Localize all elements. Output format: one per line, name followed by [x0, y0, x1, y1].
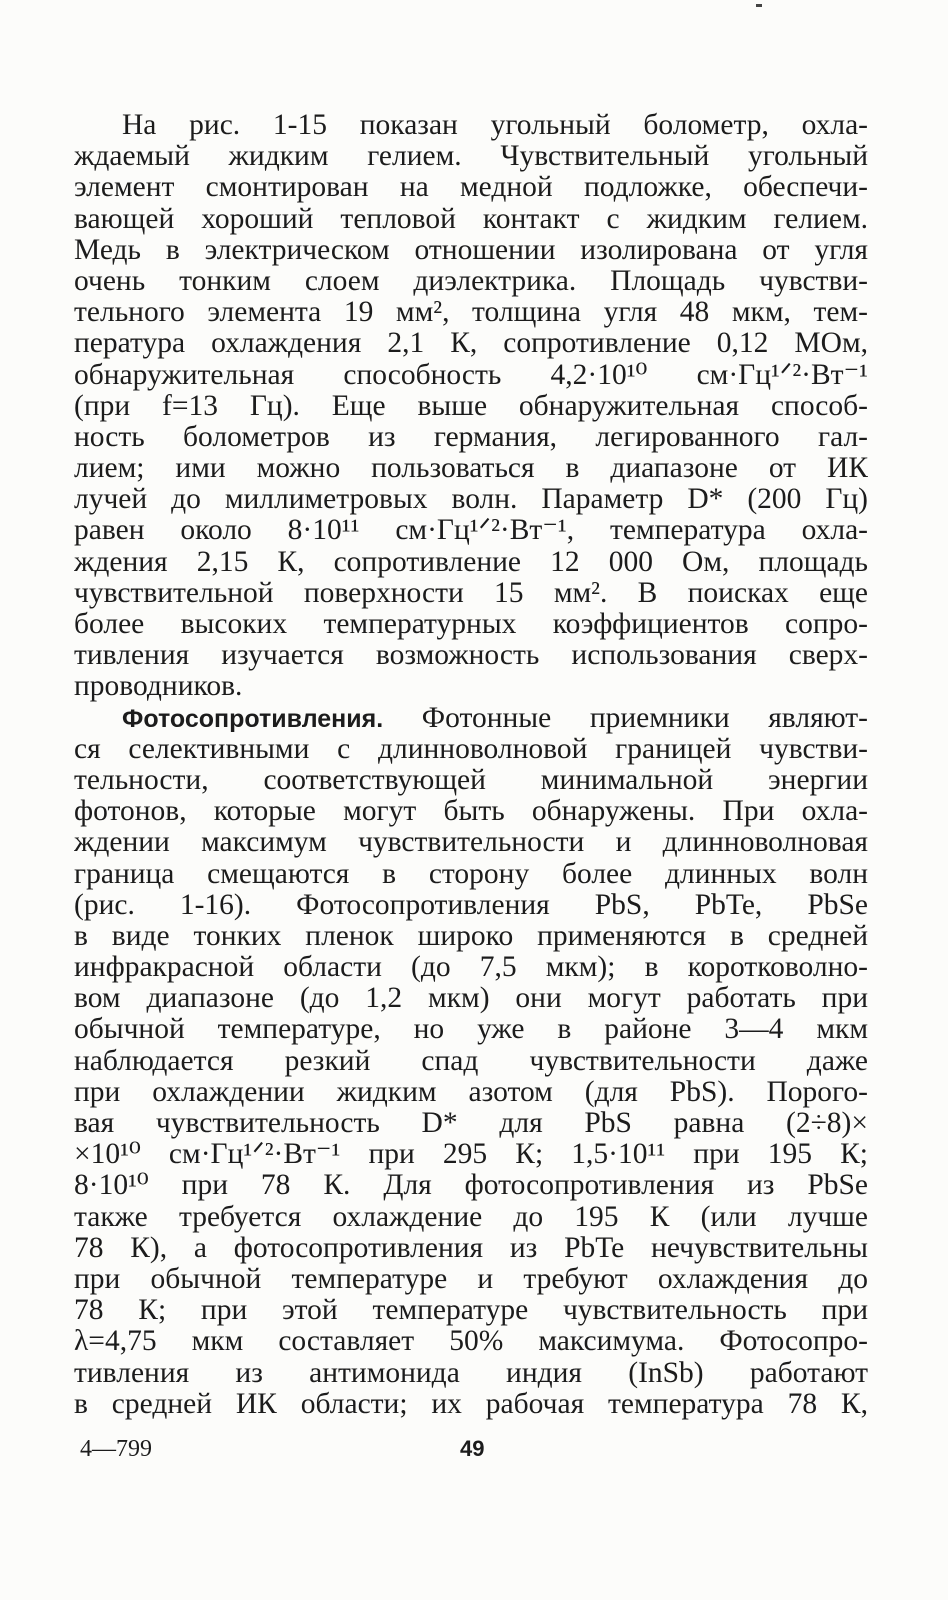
text-line: (при f=13 Гц). Еще выше обнаружительная способ-: [74, 390, 868, 422]
text-line: чувствительной поверхности 15 мм². В поисках еще: [74, 577, 868, 609]
text-line: в средней ИК области; их рабочая температура 78 К,: [74, 1388, 868, 1420]
text-line: элемент смонтирован на медной подложке, обеспечи-: [74, 172, 868, 204]
text-line: более высоких температурных коэффициентов сопро-: [74, 609, 868, 640]
text-line: граница смещаются в сторону более длинных волн: [74, 858, 868, 890]
text-line: обычной температуре, но уже в районе 3—4 мкм: [74, 1014, 868, 1046]
text-line: при охлаждении жидким азотом (для PbS). Порого-: [74, 1076, 868, 1108]
paragraph-photoresistors: [74, 734, 868, 1420]
text-line: 8·10¹⁰ при 78 К. Для фотосопротивления из PbSe: [74, 1170, 868, 1202]
text-line: фотонов, которые могут быть обнаружены. При охла-: [74, 796, 868, 828]
text-line: вом диапазоне (до 1,2 мкм) они могут работать при: [74, 983, 868, 1015]
text-line: λ=4,75 мкм составляет 50% максимума. Фотосопро-: [74, 1326, 868, 1358]
text-line: очень тонким слоем диэлектрика. Площадь чувстви-: [74, 265, 868, 297]
text-line: ся селективными с длинноволновой границей чувстви-: [74, 733, 868, 765]
text-line: при обычной температуре и требуют охлаждения до: [74, 1263, 868, 1295]
page-body: [74, 110, 868, 1420]
page-mark: [756, 4, 762, 7]
first-line-text: Фотонные приемники являют-: [383, 702, 868, 734]
text-line: ждения 2,15 К, сопротивление 12 000 Ом, площадь: [74, 546, 868, 578]
text-line: 78 К; при этой температуре чувствительность при: [74, 1295, 868, 1327]
text-line: ждении максимум чувствительности и длинноволновая: [74, 827, 868, 859]
text-line: лием; ими можно пользоваться в диапазоне от ИК: [74, 453, 868, 485]
text-line: в виде тонких пленок широко применяются в средней: [74, 920, 868, 952]
text-line: ность болометров из германия, легированного гал-: [74, 421, 868, 453]
text-line: ×10¹⁰ см·Гц¹ᐟ²·Вт⁻¹ при 295 К; 1,5·10¹¹ при 195 К;: [74, 1139, 868, 1171]
text-line: тельности, соответствующей минимальной энергии: [74, 764, 868, 796]
text-line: тельного элемента 19 мм², толщина угля 48 мкм, тем-: [74, 297, 868, 329]
text-line: инфракрасной области (до 7,5 мкм); в коротковолно-: [74, 952, 868, 984]
page-number: 49: [460, 1436, 485, 1461]
text-line: 78 К), а фотосопротивления из PbTe нечувствительны: [74, 1232, 868, 1264]
text-line: На рис. 1-15 показан угольный болометр, охла-: [122, 110, 868, 141]
text-line: Медь в электрическом отношении изолирована от угля: [74, 234, 868, 266]
text-line: наблюдается резкий спад чувствительности даже: [74, 1045, 868, 1077]
text-line: тивления изучается возможность использования сверх-: [74, 640, 868, 672]
text-line: пература охлаждения 2,1 К, сопротивление 0,12 МОм,: [74, 328, 868, 360]
text-line: лучей до миллиметровых волн. Параметр D* (200 Гц): [74, 484, 868, 516]
text-line: тивления из антимонида индия (InSb) работают: [74, 1357, 868, 1389]
paragraph-bolometer: [74, 110, 868, 703]
text-line: (рис. 1-16). Фотосопротивления PbS, PbTe, PbSe: [74, 889, 868, 921]
text-line: ждаемый жидким гелием. Чувствительный угольный: [74, 141, 868, 173]
paragraph-photoresistors-first-line: [74, 703, 868, 734]
text-line: проводников.: [74, 671, 243, 703]
page-footer: [74, 1436, 868, 1470]
text-line: также требуется охлаждение до 195 К (или лучше: [74, 1201, 868, 1233]
text-line: обнаружительная способность 4,2·10¹⁰ см·Гц¹ᐟ²·Вт⁻¹: [74, 359, 868, 391]
text-line: вающей хороший тепловой контакт с жидким гелием.: [74, 203, 868, 235]
text-line: равен около 8·10¹¹ см·Гц¹ᐟ²·Вт⁻¹, температура охла-: [74, 515, 868, 547]
signature-mark: 4—799: [80, 1436, 152, 1462]
text-line: вая чувствительность D* для PbS равна (2÷8)×: [74, 1108, 868, 1139]
section-heading: Фотосопротивления.: [122, 704, 384, 733]
